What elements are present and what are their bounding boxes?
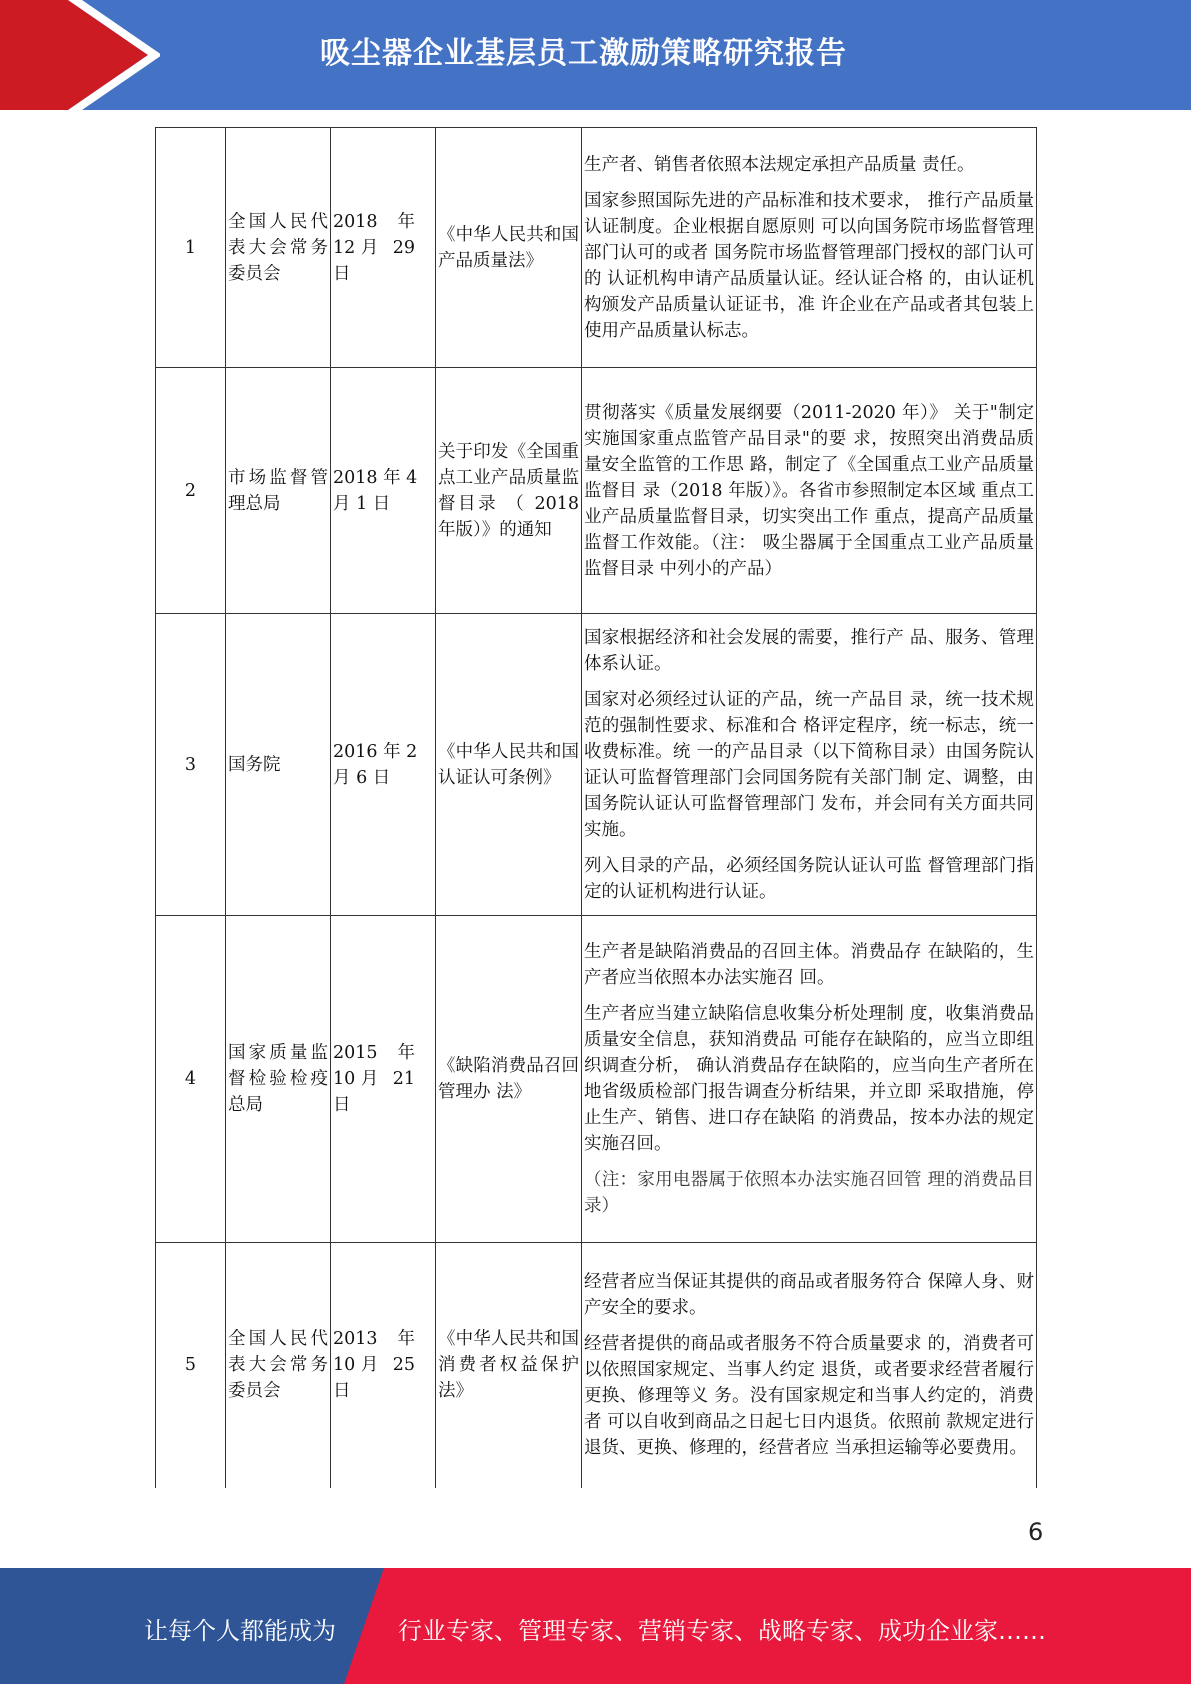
page-footer bbox=[0, 1568, 1191, 1684]
content-paragraph: 贯彻落实《质量发展纲要（2011-2020 年）》 关于"制定实施国家重点监管产品目录"的要 求，按照突出消费品质量安全监管的工作思 路，制定了《全国重点工业产品质量监督目 录（2018 年版）》。各省市参照制定本区域 重点工业产品质量监督目录，切实突出工作 重点，提高产品质量监督工作效能。（注： 吸尘器属于全国重点工业产品质量监督目录 中列小的产品） bbox=[584, 402, 1034, 579]
content-paragraph: 生产者是缺陷消费品的召回主体。消费品存 在缺陷的，生产者应当依照本办法实施召 回。 bbox=[584, 942, 1034, 988]
regulation-title: 《中华人民共和国认证认可条例》 bbox=[436, 614, 582, 916]
date-part: 年 bbox=[397, 211, 415, 232]
issuing-department: 全国人民代表大会常务委员会 bbox=[226, 128, 331, 368]
issuing-department: 市场监督管理总局 bbox=[226, 368, 331, 614]
regulation-title: 《缺陷消费品召回管理办 法》 bbox=[436, 916, 582, 1243]
content-paragraph: 国家对必须经过认证的产品，统一产品目 录，统一技术规范的强制性要求、标准和合 格评定程序，统一标志，统一收费标准。统 一的产品目录（以下简称目录）由国务院认 证认可监督管理部门会同国务院有关部门制 定、调整，由国务院认证认可监督管理部门 发布，并会同有关方面共同实施。 bbox=[584, 689, 1034, 840]
page-header bbox=[0, 0, 1191, 110]
date-part: 年 bbox=[397, 1329, 415, 1350]
date-part: 10 月 bbox=[333, 1355, 379, 1376]
table-row bbox=[156, 916, 1037, 1243]
regulation-title: 《中华人民共和国产品质量法》 bbox=[436, 128, 582, 368]
date-part: 年 bbox=[397, 1043, 415, 1063]
date-part: 日 bbox=[333, 1381, 351, 1402]
date-part: 日 bbox=[333, 263, 351, 284]
page-number: 6 bbox=[1028, 1518, 1044, 1546]
table-row bbox=[156, 128, 1037, 368]
header-arrow-decoration bbox=[0, 0, 160, 110]
regulation-content bbox=[582, 916, 1037, 1243]
regulation-title: 关于印发《全国重点工业产品质量监督目录 （ 2018 年版）》的通知 bbox=[436, 368, 582, 614]
regulation-title: 《中华人民共和国消费者权益保护法》 bbox=[436, 1243, 582, 1488]
date-part: 29 bbox=[392, 237, 415, 258]
report-title: 吸尘器企业基层员工激励策略研究报告 bbox=[320, 36, 847, 71]
regulation-content bbox=[582, 368, 1037, 614]
issue-date bbox=[331, 128, 436, 368]
regulation-content bbox=[582, 614, 1037, 916]
row-number: 5 bbox=[156, 1243, 226, 1488]
date-part: 12 月 bbox=[333, 237, 379, 258]
regulation-content bbox=[582, 1243, 1037, 1488]
footer-slogan-left: 让每个人都能成为 bbox=[144, 1617, 336, 1645]
date-part: 2016 年 2 bbox=[333, 741, 418, 762]
content-paragraph: 国家根据经济和社会发展的需要，推行产 品、服务、管理体系认证。 bbox=[584, 627, 1034, 674]
row-number: 1 bbox=[156, 128, 226, 368]
issue-date bbox=[331, 916, 436, 1243]
regulation-table bbox=[155, 127, 1037, 1488]
date-part: 21 bbox=[392, 1069, 415, 1089]
date-part: 月 1 日 bbox=[333, 493, 391, 514]
date-part: 2013 bbox=[333, 1329, 378, 1350]
date-part: 2018 年 4 bbox=[333, 467, 418, 488]
content-paragraph: 生产者应当建立缺陷信息收集分析处理制 度，收集消费品质量安全信息，获知消费品 可能存在缺陷的，应当立即组织调查分析， 确认消费品存在缺陷的，应当向生产者所在 地省级质检部门报告调查分析结果，并立即 采取措施，停止生产、销售、进口存在缺陷 的消费品，按本办法的规定实施召回。 bbox=[584, 1004, 1034, 1154]
issuing-department: 国务院 bbox=[226, 614, 331, 916]
content-paragraph: 列入目录的产品，必须经国务院认证认可监 督管理部门指定的认证机构进行认证。 bbox=[584, 855, 1034, 902]
content-paragraph: 国家参照国际先进的产品标准和技术要求， 推行产品质量认证制度。企业根据自愿原则 可以向国务院市场监督管理部门认可的或者 国务院市场监督管理部门授权的部门认可的 认证机构申请产品质量认证。经认证合格 的，由认证机构颁发产品质量认证证书，准 许企业在产品或者其包装上使用产品质量认标志。 bbox=[584, 190, 1034, 341]
date-part: 25 bbox=[392, 1355, 415, 1376]
content-paragraph: 经营者提供的商品或者服务不符合质量要求 的，消费者可以依照国家规定、当事人约定 退货，或者要求经营者履行更换、修理等义 务。没有国家规定和当事人约定的，消费者 可以自收到商品之日起七日内退货。依照前 款规定进行退货、更换、修理的，经营者应 当承担运输等必要费用。 bbox=[584, 1334, 1034, 1459]
row-number: 4 bbox=[156, 916, 226, 1243]
date-part: 月 6 日 bbox=[333, 767, 391, 788]
date-part: 10 月 bbox=[333, 1069, 379, 1089]
regulation-content bbox=[582, 128, 1037, 368]
footer-slogan-right: 行业专家、管理专家、营销专家、战略专家、成功企业家…… bbox=[398, 1617, 1046, 1645]
issuing-department: 全国人民代表大会常务委员会 bbox=[226, 1243, 331, 1488]
row-number: 2 bbox=[156, 368, 226, 614]
content-paragraph: （注：家用电器属于依照本办法实施召回管 理的消费品目录） bbox=[584, 1170, 1034, 1216]
issue-date bbox=[331, 368, 436, 614]
issue-date bbox=[331, 614, 436, 916]
date-part: 日 bbox=[333, 1095, 351, 1115]
table-row bbox=[156, 1243, 1037, 1488]
table-row bbox=[156, 368, 1037, 614]
date-part: 2018 bbox=[333, 211, 378, 232]
issue-date bbox=[331, 1243, 436, 1488]
row-number: 3 bbox=[156, 614, 226, 916]
content-paragraph: 经营者应当保证其提供的商品或者服务符合 保障人身、财产安全的要求。 bbox=[584, 1272, 1034, 1319]
content-paragraph: 生产者、销售者依照本法规定承担产品质量 责任。 bbox=[584, 154, 975, 175]
issuing-department: 国家质量监督检验检疫总局 bbox=[226, 916, 331, 1243]
date-part: 2015 bbox=[333, 1043, 378, 1063]
table-row bbox=[156, 614, 1037, 916]
